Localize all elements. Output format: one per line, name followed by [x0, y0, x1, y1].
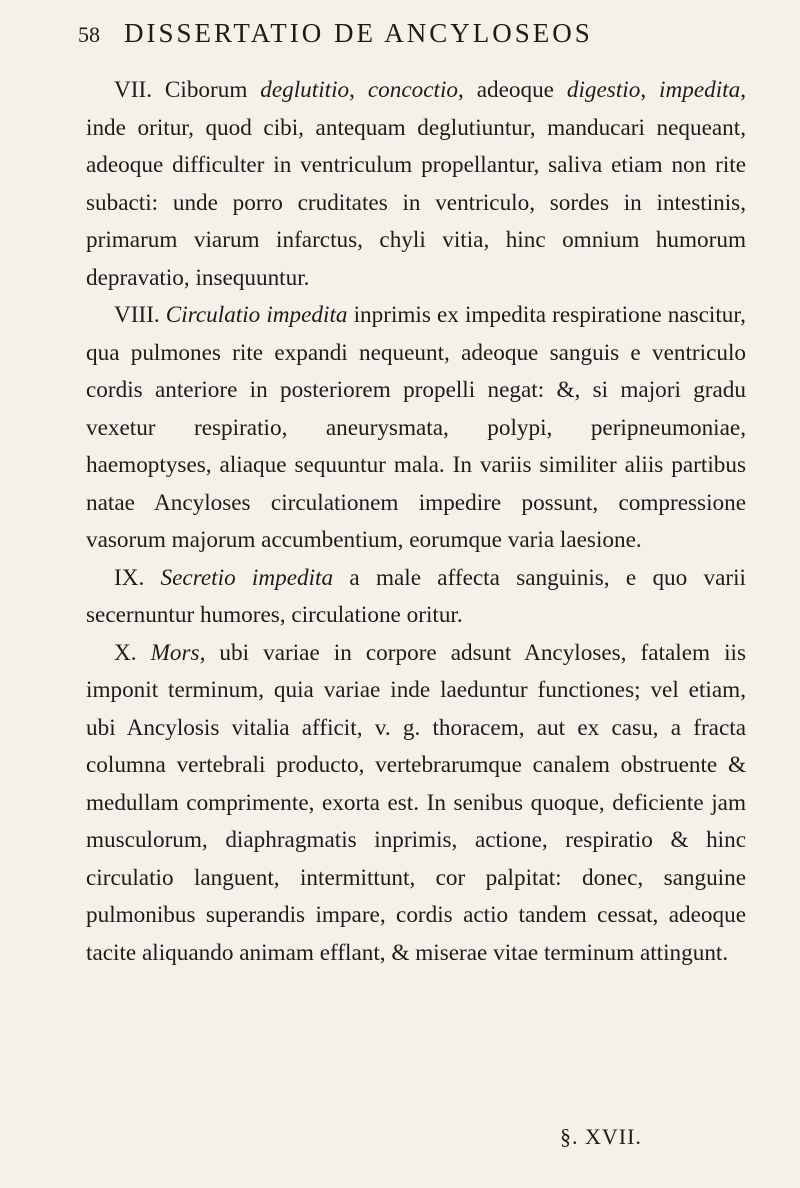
paragraph — [86, 635, 746, 973]
page-number: 58 — [78, 22, 100, 47]
paragraph — [86, 560, 746, 635]
paragraph-number: IX. — [114, 564, 161, 591]
text-run: , inde oritur, quod cibi, antequam deglutiuntur, manducari nequeant, adeoque difficulter in ventriculum propellantur, saliva etiam non rite subacti: unde porro cruditates in ventriculo, sordes in intestinis, primarum viarum infarctus, chyli vitia, hinc omnium humorum depravatio, insequuntur. — [86, 77, 746, 291]
emphasized-term: impedita — [659, 77, 741, 103]
text-run: a male affecta sanguinis, e quo varii secernuntur humores, circulatione oritur. — [86, 564, 746, 628]
text-run: , adeoque — [458, 77, 567, 103]
paragraph-number: X. — [114, 639, 151, 666]
emphasized-term: Secretio impedita — [160, 564, 334, 591]
running-title: DISSERTATIO DE ANCYLOSEOS — [124, 18, 593, 48]
catchword-section: §. XVII. — [560, 1124, 642, 1149]
main-text — [86, 72, 746, 972]
paragraph — [86, 72, 746, 297]
text-run: , — [349, 77, 368, 103]
text-run: , ubi variae in corpore adsunt Ancyloses, fatalem iis imponit terminum, quia variae inde laeduntur functiones; vel etiam, ubi Ancylosis vitalia afficit, v. g. thoracem, aut ex casu, a fracta columna vertebrali producto, vertebrarumque canalem obstruente & medullam comprimente, exorta est. In senibus quoque, deficiente jam musculorum, diaphragmatis inprimis, actione, respiratio & hinc circulatio languent, intermittunt, cor palpitat: donec, sanguine pulmonibus superandis impare, cordis actio tandem cessat, adeoque tacite aliquando animam efflant, & miserae vitae terminum attingunt. — [86, 639, 747, 966]
text-run: inprimis ex impedita respiratione nascitur, qua pulmones rite expandi nequeunt, adeoque sanguis e ventriculo cordis anteriore in posteriorem propelli negat: &, si majori gradu vexetur respiratio, aneurysmata, polypi, peripneumoniae, haemoptyses, aliaque sequuntur mala. In variis similiter aliis partibus natae Ancyloses circulationem impedire possunt, compressione vasorum majorum accumbentium, eorumque varia laesione. — [86, 302, 746, 553]
emphasized-term: Mors — [150, 639, 200, 666]
emphasized-term: deglutitio — [260, 77, 350, 103]
paragraph-number: VII. — [114, 77, 165, 103]
paragraph-number: VIII. — [114, 302, 166, 328]
page-header — [78, 18, 718, 49]
text-run: , — [640, 77, 660, 103]
text-run: Ciborum — [164, 77, 261, 103]
emphasized-term: Circulatio impedita — [165, 302, 348, 328]
paragraph — [86, 297, 746, 560]
emphasized-term: concoctio — [367, 77, 459, 103]
emphasized-term: digestio — [566, 77, 641, 103]
